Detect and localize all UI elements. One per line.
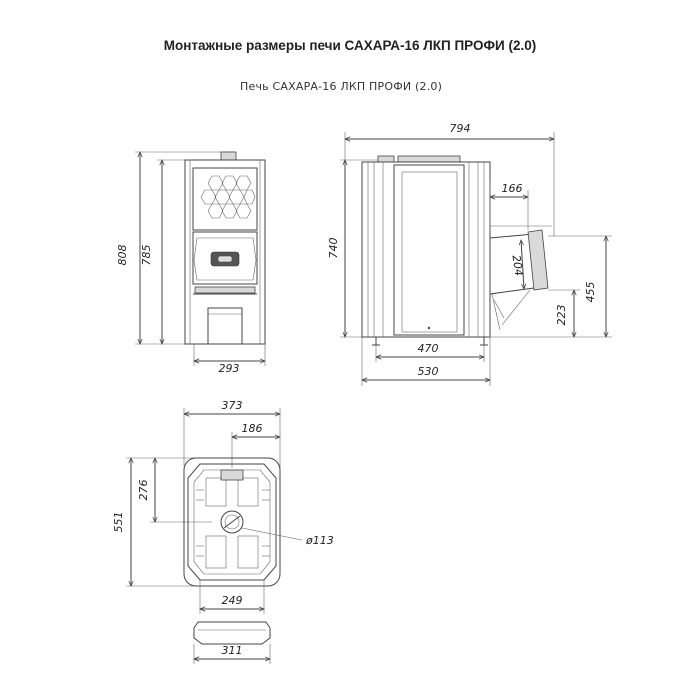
side-view	[327, 122, 612, 386]
front-view	[116, 152, 265, 375]
dim-base-width: 311	[221, 644, 243, 657]
dim-top-inner-width: 249	[221, 594, 243, 607]
dim-side-depth: 530	[417, 365, 439, 378]
hexagon-grid	[201, 176, 255, 218]
dim-top-depth: 551	[112, 511, 125, 533]
drawing-subtitle: Печь САХАРА-16 ЛКП ПРОФИ (2.0)	[240, 80, 443, 93]
dim-tank-height: 204	[509, 254, 526, 277]
dim-top-front-offset: 276	[137, 479, 150, 501]
dim-front-height-total: 808	[116, 244, 129, 266]
dim-side-height: 740	[327, 237, 340, 259]
dim-tank-base-height: 223	[555, 304, 568, 326]
dim-top-center-offset: 186	[241, 422, 263, 435]
dim-tank-offset: 166	[501, 182, 523, 195]
dim-top-width: 373	[221, 399, 243, 412]
dim-side-width-total: 794	[449, 122, 471, 135]
dim-tank-top-height: 455	[584, 281, 597, 303]
dim-front-width: 293	[218, 362, 240, 375]
top-view	[112, 399, 334, 614]
dim-flue-diameter: ø113	[306, 534, 334, 547]
dim-side-width-inner: 470	[417, 342, 439, 355]
base-view	[194, 622, 270, 664]
drawing-title: Монтажные размеры печи САХАРА-16 ЛКП ПРОФИ (2.0)	[163, 38, 537, 53]
dim-front-height-body: 785	[140, 244, 153, 266]
